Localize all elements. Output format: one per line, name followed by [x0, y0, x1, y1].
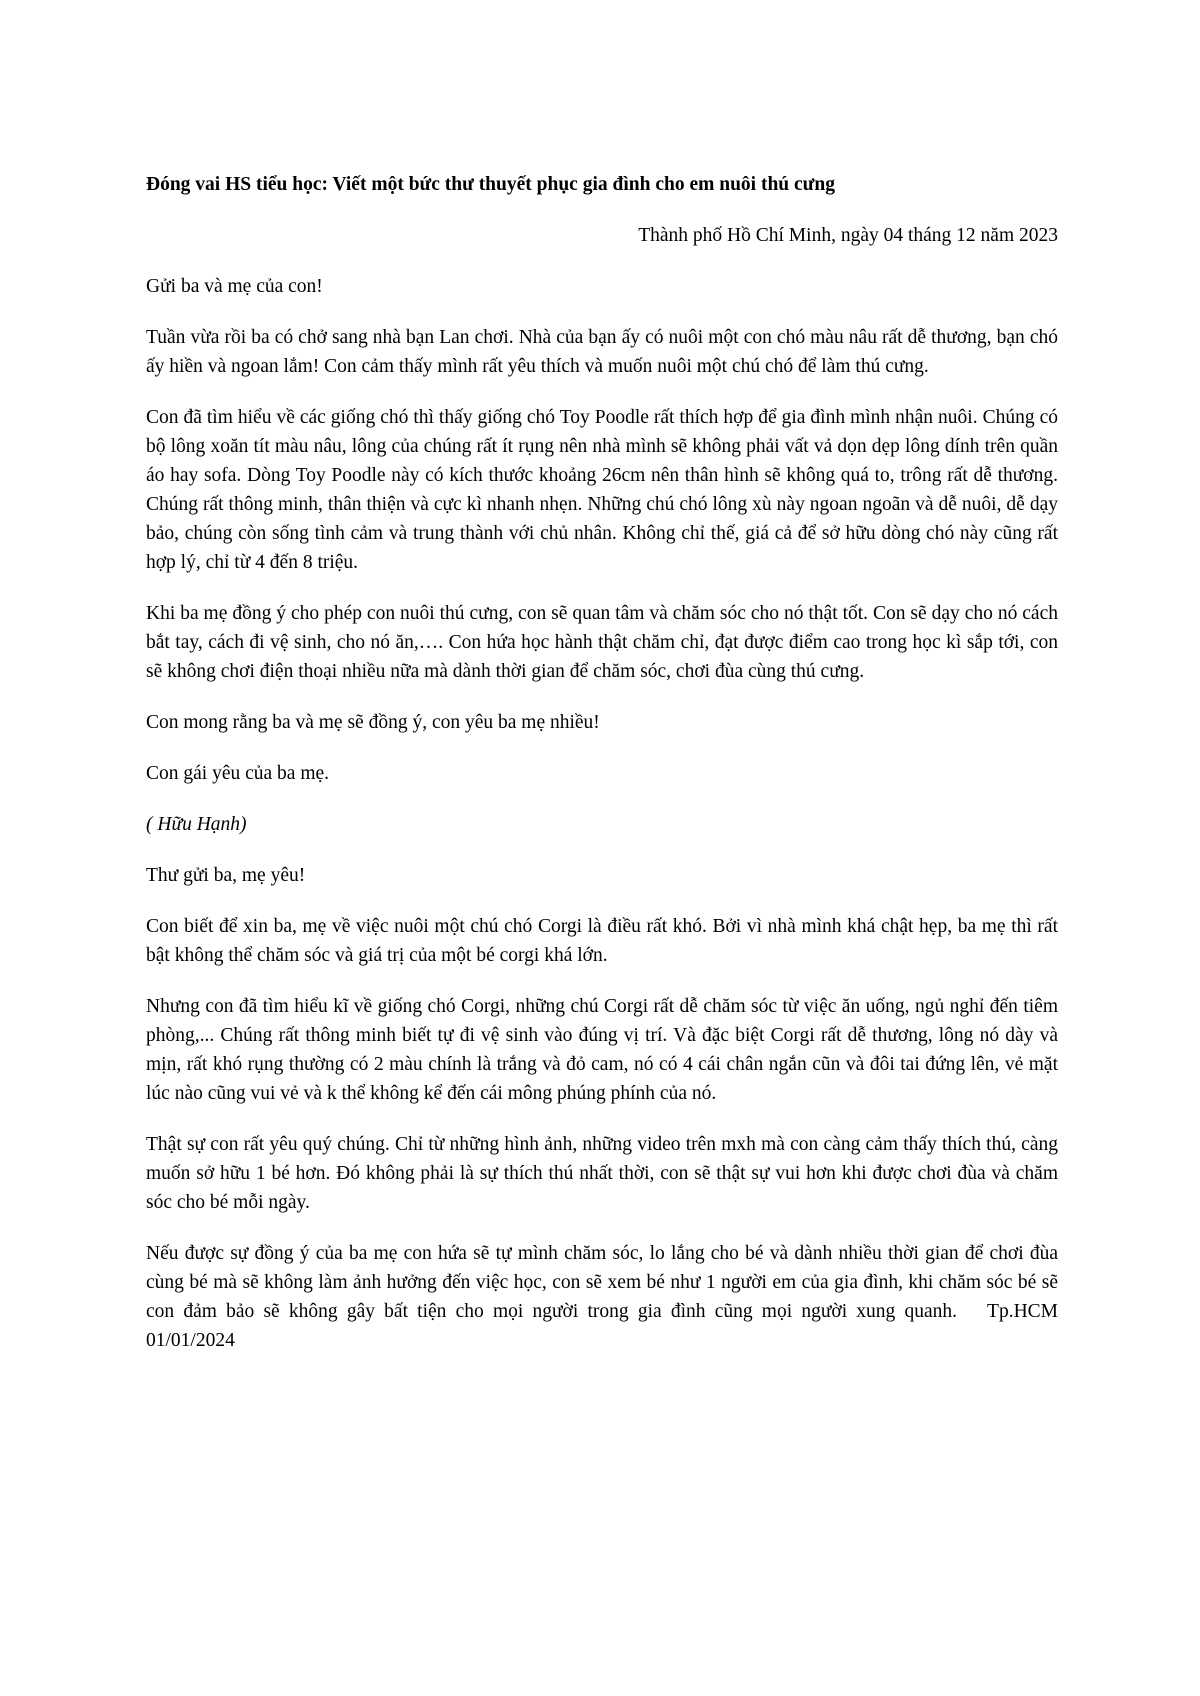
letter1-greeting: Gửi ba và mẹ của con!	[146, 276, 323, 297]
letter2-final-text: Nếu được sự đồng ý của ba mẹ con hứa sẽ tự mình chăm sóc, lo lắng cho bé và dành nhiều thời gian để chơi đùa cùng bé mà sẽ không làm ảnh hưởng đến việc học, con sẽ xem bé như 1 người em của gia đình, khi chăm sóc bé sẽ con đảm bảo sẽ không gây bất tiện cho mọi người trong gia đình cũng mọi người xung quanh.	[146, 1243, 1058, 1322]
letter1-paragraph-4: Con mong rằng ba và mẹ sẽ đồng ý, con yêu ba mẹ nhiều!	[146, 712, 600, 733]
letter2-final-paragraph	[146, 1239, 1058, 1355]
letter2-paragraph-2: Nhưng con đã tìm hiểu kĩ về giống chó Corgi, những chú Corgi rất dễ chăm sóc từ việc ăn uống, ngủ nghỉ đến tiêm phòng,... Chúng rất thông minh biết tự đi vệ sinh vào đúng vị trí. Và đặc biệt Corgi rất dễ thương, lông nó dày và mịn, rất khó rụng thường có 2 màu chính là trắng và đỏ cam, nó có 4 cái chân ngắn cũn và đôi tai đứng lên, vẻ mặt lúc nào cũng vui vẻ và k thể không kể đến cái mông phúng phính của nó.	[146, 996, 1058, 1104]
letter1-paragraph-2: Con đã tìm hiểu về các giống chó thì thấy giống chó Toy Poodle rất thích hợp để gia đình mình nhận nuôi. Chúng có bộ lông xoăn tít màu nâu, lông của chúng rất ít rụng nên nhà mình sẽ không phải vất vả dọn dẹp lông dính trên quần áo hay sofa. Dòng Toy Poodle này có kích thước khoảng 26cm nên thân hình sẽ không quá to, trông rất dễ thương. Chúng rất thông minh, thân thiện và cực kì nhanh nhẹn. Những chú chó lông xù này ngoan ngoãn và dễ nuôi, dễ dạy bảo, chúng còn sống tình cảm và trung thành với chủ nhân. Không chỉ thế, giá cả để sở hữu dòng chó này cũng rất hợp lý, chỉ từ 4 đến 8 triệu.	[146, 407, 1058, 573]
letter2-greeting: Thư gửi ba, mẹ yêu!	[146, 865, 306, 886]
letter2-paragraph-1: Con biết để xin ba, mẹ về việc nuôi một chú chó Corgi là điều rất khó. Bởi vì nhà mình khá chật hẹp, ba mẹ thì rất bật không thể chăm sóc và giá trị của một bé corgi khá lớn.	[146, 916, 1058, 966]
letter1-paragraph-1: Tuần vừa rồi ba có chở sang nhà bạn Lan chơi. Nhà của bạn ấy có nuôi một con chó màu nâu rất dễ thương, bạn chó ấy hiền và ngoan lắm! Con cảm thấy mình rất yêu thích và muốn nuôi một chú chó để làm thú cưng.	[146, 327, 1058, 377]
document-body	[146, 170, 1058, 1377]
letter1-date-line: Thành phố Hồ Chí Minh, ngày 04 tháng 12 năm 2023	[638, 225, 1058, 246]
document-title: Đóng vai HS tiểu học: Viết một bức thư thuyết phục gia đình cho em nuôi thú cưng	[146, 174, 835, 195]
letter1-closing: Con gái yêu của ba mẹ.	[146, 763, 330, 784]
letter2-paragraph-3: Thật sự con rất yêu quý chúng. Chỉ từ những hình ảnh, những video trên mxh mà con càng cảm thấy thích thú, càng muốn sở hữu 1 bé hơn. Đó không phải là sự thích thú nhất thời, con sẽ thật sự vui hơn khi được chơi đùa và chăm sóc cho bé mỗi ngày.	[146, 1134, 1058, 1213]
letter1-paragraph-3: Khi ba mẹ đồng ý cho phép con nuôi thú cưng, con sẽ quan tâm và chăm sóc cho nó thật tốt. Con sẽ dạy cho nó cách bắt tay, cách đi vệ sinh, cho nó ăn,…. Con hứa học hành thật chăm chỉ, đạt được điểm cao trong học kì sắp tới, con sẽ không chơi điện thoại nhiều nữa mà dành thời gian để chăm sóc, chơi đùa cùng thú cưng.	[146, 603, 1058, 682]
letter2-place-date: Tp.HCM 01/01/2024	[146, 1301, 1058, 1351]
letter1-signature: ( Hữu Hạnh)	[146, 814, 247, 835]
